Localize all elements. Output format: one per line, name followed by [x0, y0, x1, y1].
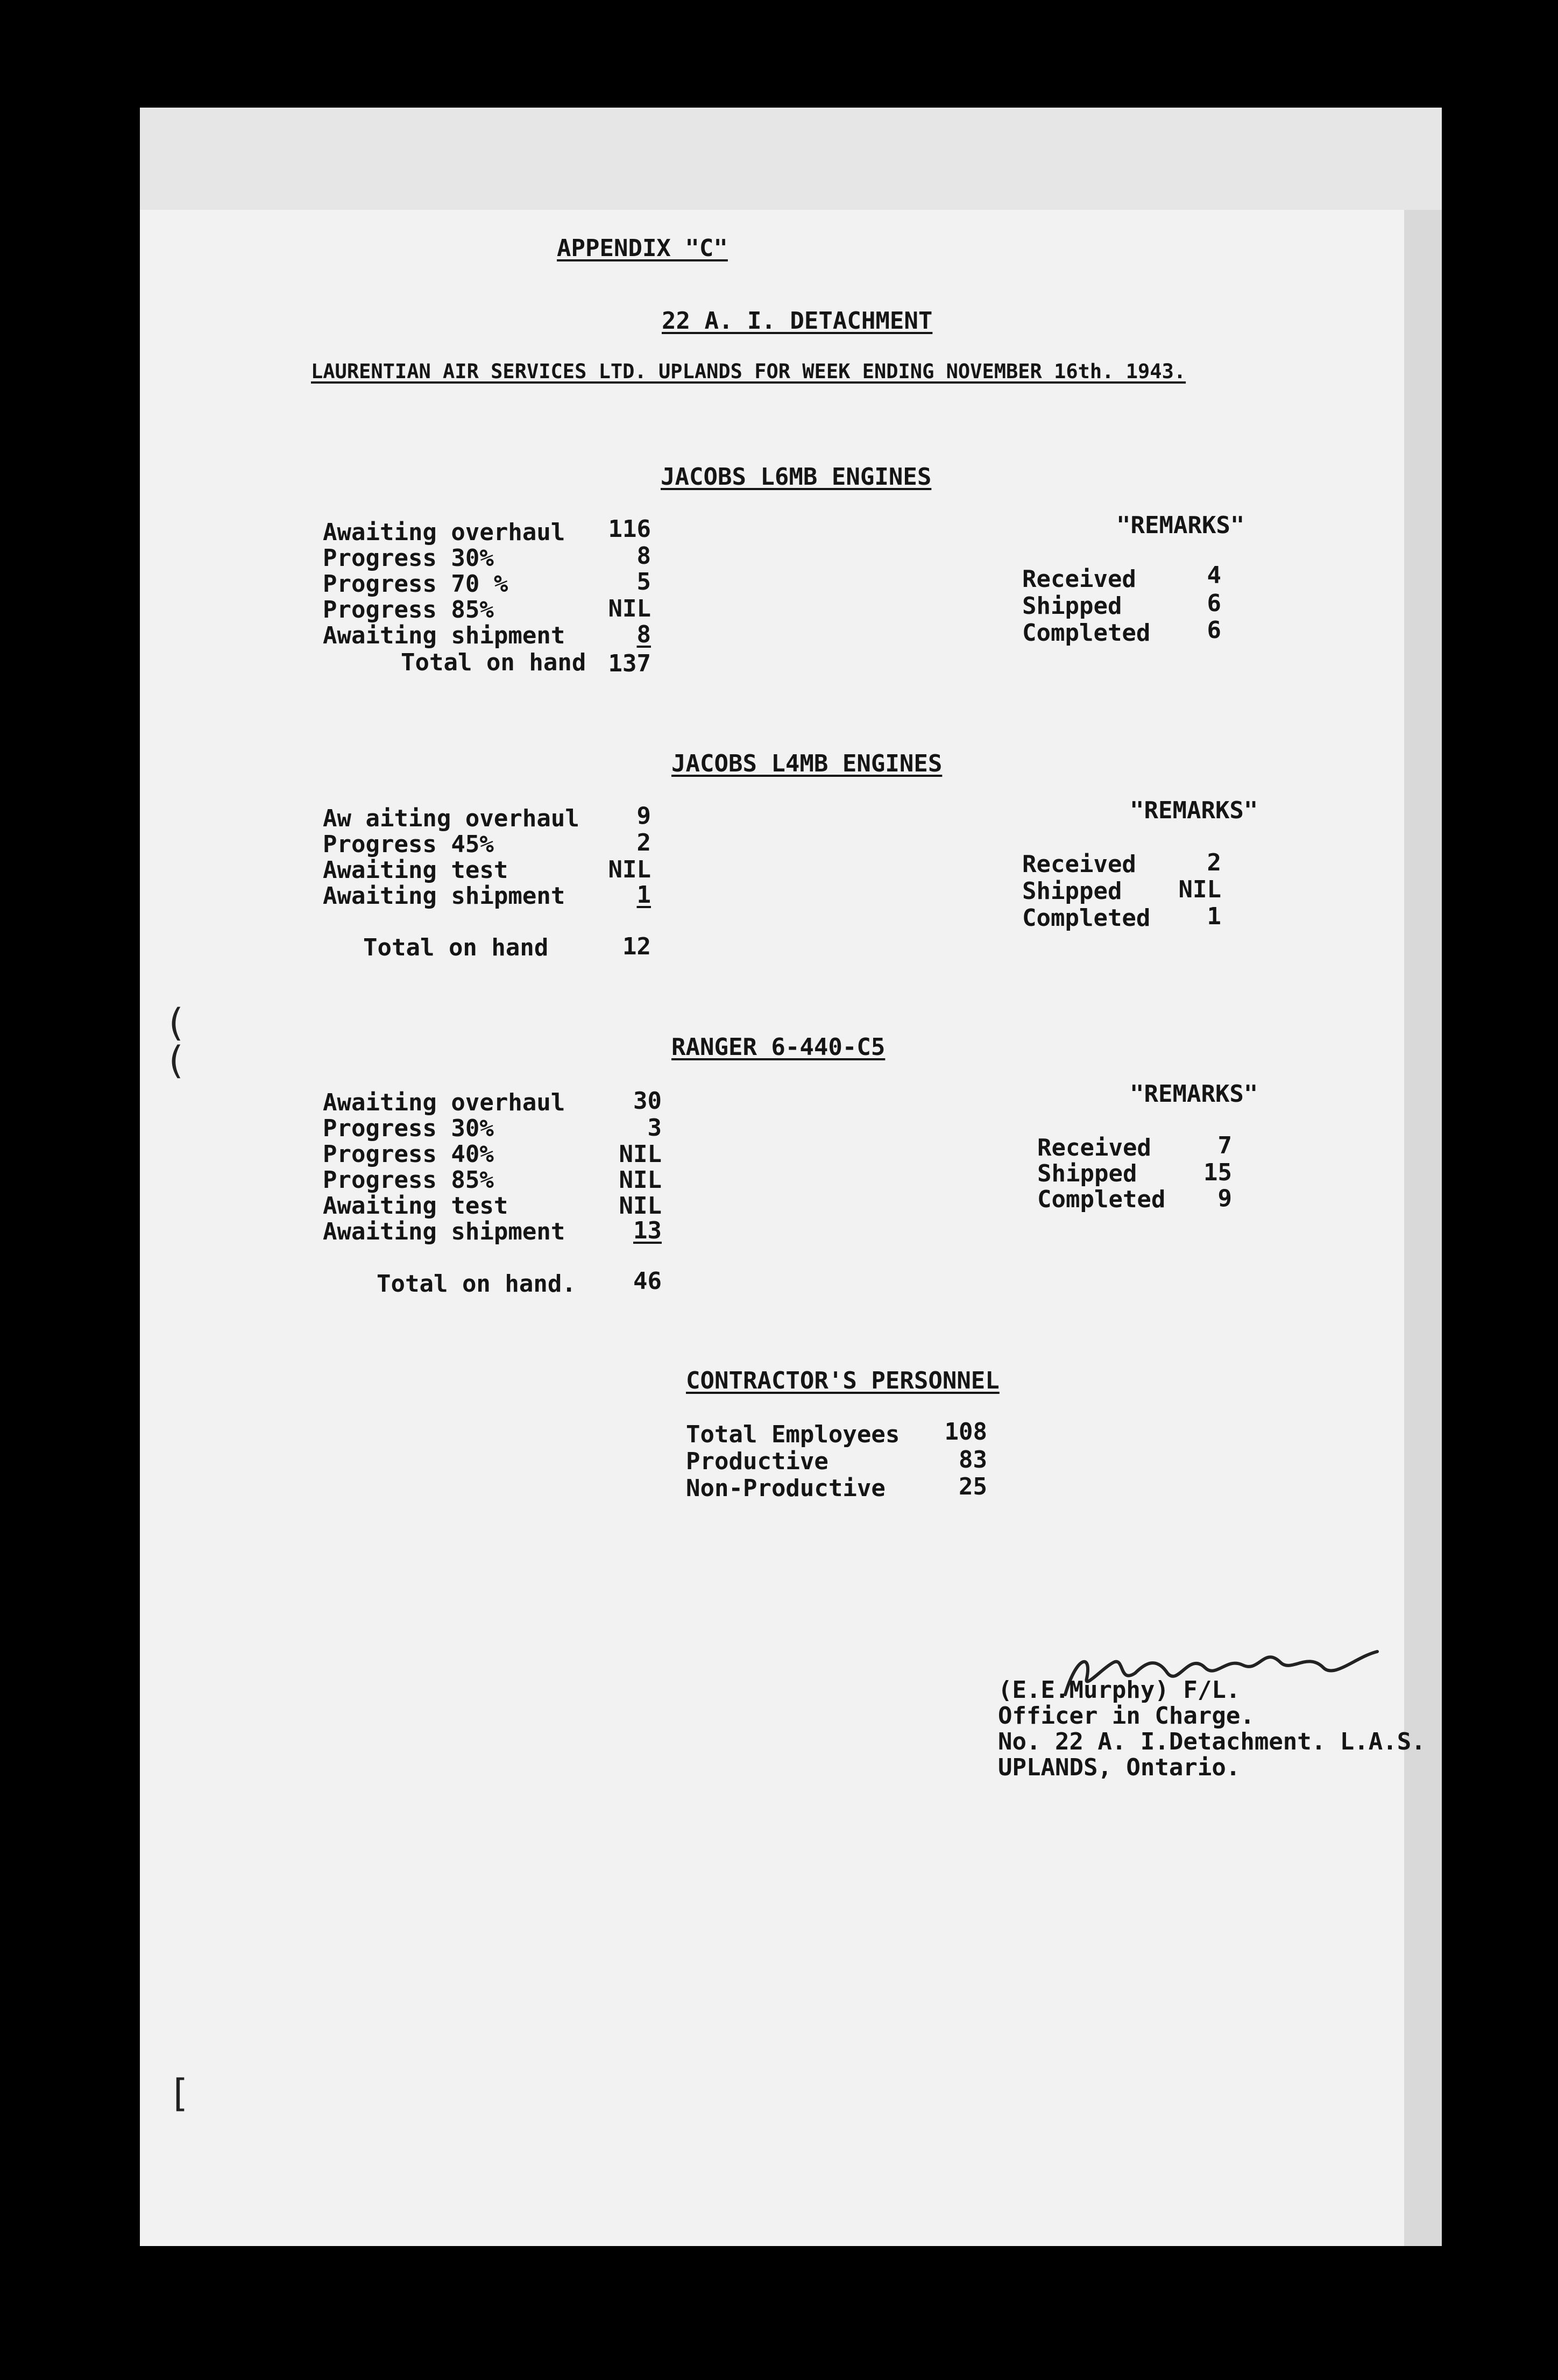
remark-value: 6 [1207, 590, 1221, 617]
row-label: Progress 45% [323, 831, 494, 858]
signatory-location: UPLANDS, Ontario. [998, 1754, 1241, 1781]
personnel-label: Total Employees [686, 1421, 900, 1448]
total-value: 46 [633, 1267, 662, 1295]
row-value: 8 [636, 621, 651, 648]
row-label: Progress 30% [323, 1115, 494, 1142]
personnel-label: Productive [686, 1448, 828, 1475]
row-value: 8 [636, 542, 651, 570]
remark-value: 6 [1207, 617, 1221, 644]
remarks-heading: "REMARKS" [1130, 797, 1258, 824]
binder-mark: ( [164, 1001, 187, 1045]
remark-label: Shipped [1037, 1160, 1137, 1187]
remarks-heading: "REMARKS" [1116, 512, 1245, 539]
personnel-heading: CONTRACTOR'S PERSONNEL [686, 1367, 1000, 1394]
binder-mark: [ [168, 2071, 191, 2115]
personnel-value: 108 [944, 1418, 987, 1446]
paper-top-strip [140, 108, 1442, 210]
total-label: Total on hand [363, 934, 549, 961]
row-value: 9 [636, 802, 651, 830]
remark-value: 7 [1217, 1132, 1232, 1159]
row-label: Aw aiting overhaul [323, 805, 579, 832]
row-label: Progress 30% [323, 544, 494, 572]
signatory-name: (E.E.Murphy) F/L. [998, 1676, 1241, 1704]
remark-label: Received [1037, 1134, 1151, 1161]
total-value: 137 [608, 650, 651, 677]
row-label: Awaiting test [323, 856, 508, 884]
remark-value: 1 [1207, 903, 1221, 930]
row-value: 3 [647, 1114, 662, 1142]
row-value: NIL [608, 595, 651, 622]
remark-value: 4 [1207, 562, 1221, 589]
remark-value: NIL [1178, 876, 1221, 903]
remark-label: Received [1022, 565, 1136, 593]
personnel-label: Non-Productive [686, 1475, 886, 1502]
row-value: 2 [636, 829, 651, 856]
total-label: Total on hand [401, 649, 586, 676]
remark-value: 15 [1203, 1159, 1232, 1186]
total-label: Total on hand. [377, 1270, 576, 1298]
personnel-value: 83 [959, 1446, 987, 1474]
row-value: 1 [636, 881, 651, 909]
row-value: NIL [619, 1141, 662, 1168]
remark-label: Shipped [1022, 877, 1122, 905]
row-value: NIL [619, 1192, 662, 1220]
row-label: Progress 40% [323, 1141, 494, 1168]
row-label: Progress 70 % [323, 570, 508, 598]
row-label: Progress 85% [323, 596, 494, 624]
row-value: NIL [608, 856, 651, 883]
report-subtitle: LAURENTIAN AIR SERVICES LTD. UPLANDS FOR WEEK ENDING NOVEMBER 16th. 1943. [311, 360, 1186, 383]
remarks-heading: "REMARKS" [1130, 1080, 1258, 1108]
remark-label: Completed [1022, 619, 1151, 647]
section-title-jacobs-l4mb: JACOBS L4MB ENGINES [671, 750, 943, 777]
row-label: Awaiting shipment [323, 882, 565, 910]
row-value: 5 [636, 568, 651, 596]
section-title-ranger: RANGER 6-440-C5 [671, 1033, 886, 1061]
row-label: Awaiting overhaul [323, 519, 565, 546]
row-value: NIL [619, 1166, 662, 1194]
detachment-heading: 22 A. I. DETACHMENT [662, 307, 933, 335]
binder-mark: ( [164, 1038, 187, 1082]
appendix-heading: APPENDIX "C" [557, 235, 728, 262]
total-value: 12 [622, 933, 651, 960]
remark-label: Received [1022, 851, 1136, 878]
row-value: 13 [633, 1217, 662, 1244]
paper-edge [1404, 210, 1442, 2246]
section-title-jacobs-l6mb: JACOBS L6MB ENGINES [661, 463, 932, 491]
personnel-value: 25 [959, 1473, 987, 1500]
row-label: Awaiting test [323, 1192, 508, 1220]
row-label: Awaiting shipment [323, 622, 565, 649]
row-value: 116 [608, 515, 651, 543]
remark-value: 2 [1207, 849, 1221, 876]
row-label: Awaiting shipment [323, 1218, 565, 1245]
remark-value: 9 [1217, 1185, 1232, 1212]
row-label: Awaiting overhaul [323, 1089, 565, 1116]
remark-label: Completed [1022, 904, 1151, 932]
remark-label: Completed [1037, 1186, 1166, 1213]
signatory-unit: No. 22 A. I.Detachment. L.A.S. [998, 1728, 1426, 1755]
row-label: Progress 85% [323, 1166, 494, 1194]
row-value: 30 [633, 1087, 662, 1115]
signatory-title: Officer in Charge. [998, 1702, 1255, 1730]
remark-label: Shipped [1022, 592, 1122, 620]
